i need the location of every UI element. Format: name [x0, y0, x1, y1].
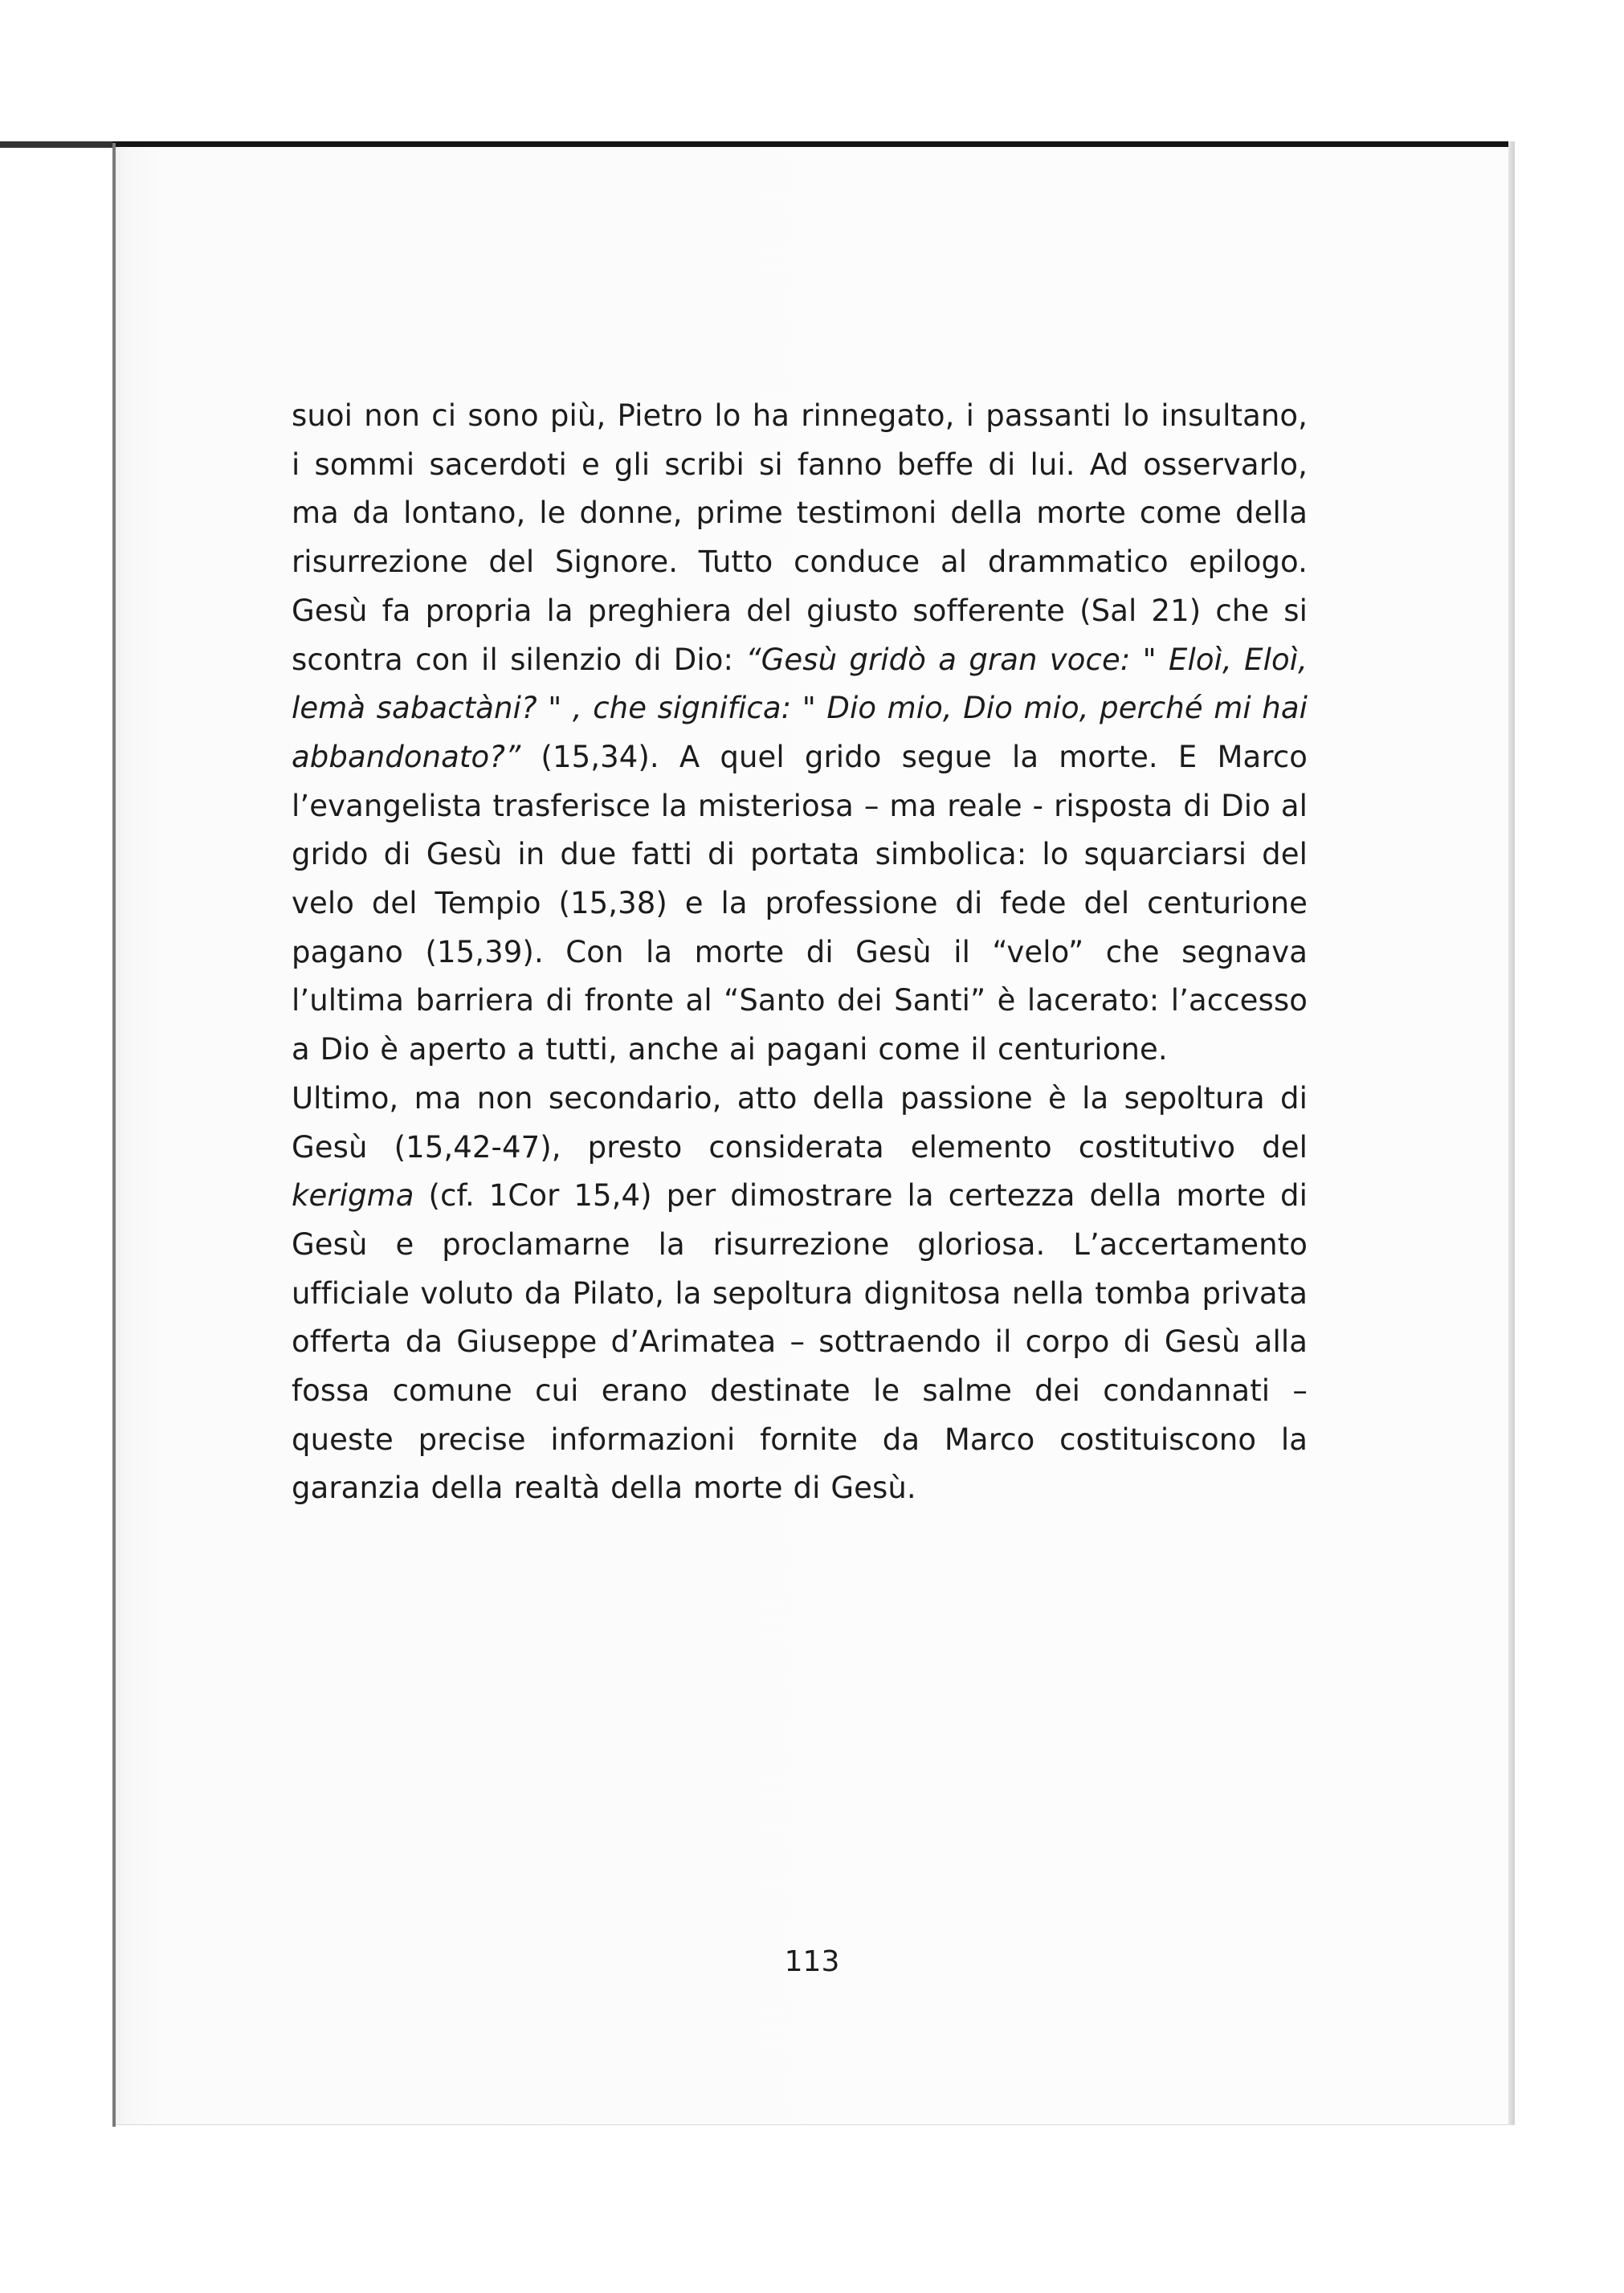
sheet-right-edge: [1508, 141, 1515, 2125]
kerigma-term: kerigma: [292, 1178, 414, 1214]
scan-edge-shadow: [0, 141, 116, 148]
paragraph-2-text-b: (cf. 1Cor 15,4) per dimostrare la certezza della morte di Gesù e proclamarne la risurrezione gloriosa. L’accertamento ufficiale voluto da Pilato, la sepoltura dignitosa nella tomba privata offerta da Giuseppe d’Arimatea – sottraendo il corpo di Gesù alla fossa comune cui erano destinate le salme dei condannati – queste precise informazioni fornite da Marco costituiscono la garanzia della realtà della morte di Gesù.: [292, 1178, 1308, 1506]
body-text: [292, 392, 1308, 1513]
paragraph-1-text-a: suoi non ci sono più, Pietro lo ha rinnegato, i passanti lo insultano, i sommi sacerdoti e gli scribi si fanno beffe di lui. Ad osservarlo, ma da lontano, le donne, prime testimoni della morte come della risurrezione del Signore. Tutto conduce al drammatico epilogo. Gesù fa propria la preghiera del giusto sofferente (Sal 21) che si scontra con il silenzio di Dio:: [292, 398, 1308, 677]
page-number: 113: [784, 1945, 840, 1978]
paragraph-1-text-b: (15,34). A quel grido segue la morte. E Marco l’evangelista trasferisce la misteriosa – ma reale - risposta di Dio al grido di Gesù in due fatti di portata simbolica: lo squarciarsi del velo del Tempio (15,38) e la professione di fede del centurione pagano (15,39). Con la morte di Gesù il “velo” che segnava l’ultima barriera di fronte al “Santo dei Santi” è lacerato: l’accesso a Dio è aperto a tutti, anche ai pagani come il centurione.: [292, 739, 1308, 1067]
paragraph-1: [292, 392, 1308, 1075]
binding-edge: [112, 143, 116, 2127]
paragraph-2: [292, 1075, 1308, 1513]
gospel-quote: “Gesù gridò a gran voce: " Eloì, Eloì, lemà sabactàni? " , che significa: " Dio mio, Dio mio, perché mi hai abbandonato?”: [292, 642, 1308, 774]
paragraph-2-text-a: Ultimo, ma non secondario, atto della passione è la sepoltura di Gesù (15,42-47), presto considerata elemento costitutivo del: [292, 1080, 1308, 1165]
